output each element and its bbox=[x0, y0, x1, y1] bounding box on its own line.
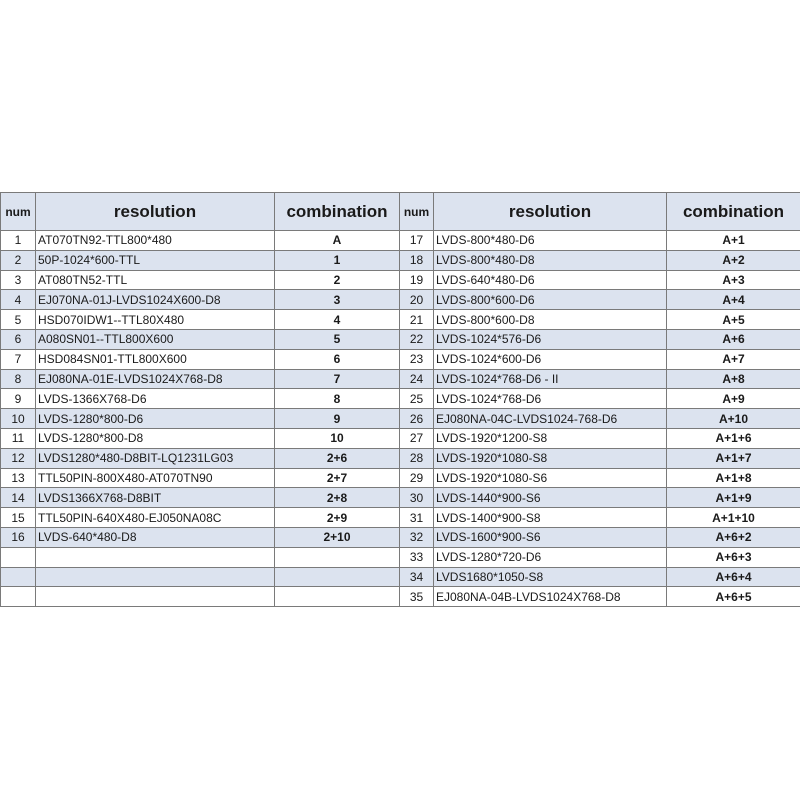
right-num-cell: 27 bbox=[400, 429, 434, 449]
resolution-table bbox=[0, 192, 800, 607]
right-num-cell: 20 bbox=[400, 290, 434, 310]
left-resolution-cell: LVDS-1280*800-D8 bbox=[36, 429, 275, 449]
left-num-cell: 10 bbox=[1, 409, 36, 429]
left-combination-cell: 4 bbox=[275, 310, 400, 330]
left-combination-cell bbox=[275, 548, 400, 568]
right-combination-cell: A+6 bbox=[667, 330, 800, 350]
right-num-cell: 35 bbox=[400, 587, 434, 607]
right-num-cell: 25 bbox=[400, 389, 434, 409]
left-combination-cell: 6 bbox=[275, 350, 400, 370]
right-num-cell: 29 bbox=[400, 469, 434, 489]
right-combination-cell: A+6+4 bbox=[667, 568, 800, 588]
right-combination-cell: A+3 bbox=[667, 271, 800, 291]
right-resolution-cell: LVDS-1024*600-D6 bbox=[434, 350, 667, 370]
right-combination-cell: A+4 bbox=[667, 290, 800, 310]
right-combination-cell: A+1+7 bbox=[667, 449, 800, 469]
right-num-cell: 31 bbox=[400, 508, 434, 528]
left-resolution-cell bbox=[36, 568, 275, 588]
left-combination-cell bbox=[275, 568, 400, 588]
right-resolution-cell: LVDS-1024*768-D6 bbox=[434, 389, 667, 409]
left-combination-cell: 3 bbox=[275, 290, 400, 310]
left-combination-cell: 7 bbox=[275, 370, 400, 390]
right-resolution-cell: LVDS-1440*900-S6 bbox=[434, 488, 667, 508]
left-combination-cell: 10 bbox=[275, 429, 400, 449]
right-resolution-cell: LVDS-1024*576-D6 bbox=[434, 330, 667, 350]
header-combination-right: combination bbox=[667, 193, 800, 231]
right-resolution-cell: LVDS-1600*900-S6 bbox=[434, 528, 667, 548]
left-resolution-cell: AT070TN92-TTL800*480 bbox=[36, 231, 275, 251]
right-combination-cell: A+1+8 bbox=[667, 469, 800, 489]
right-combination-cell: A+6+2 bbox=[667, 528, 800, 548]
right-num-cell: 22 bbox=[400, 330, 434, 350]
right-combination-cell: A+5 bbox=[667, 310, 800, 330]
right-resolution-cell: LVDS-640*480-D6 bbox=[434, 271, 667, 291]
right-resolution-cell: LVDS-1920*1080-S8 bbox=[434, 449, 667, 469]
right-combination-cell: A+8 bbox=[667, 370, 800, 390]
right-resolution-cell: LVDS-800*480-D6 bbox=[434, 231, 667, 251]
right-combination-cell: A+9 bbox=[667, 389, 800, 409]
left-num-cell bbox=[1, 548, 36, 568]
right-resolution-cell: LVDS-1400*900-S8 bbox=[434, 508, 667, 528]
left-combination-cell: 5 bbox=[275, 330, 400, 350]
left-resolution-cell: 50P-1024*600-TTL bbox=[36, 251, 275, 271]
left-num-cell: 6 bbox=[1, 330, 36, 350]
left-num-cell: 9 bbox=[1, 389, 36, 409]
left-num-cell: 4 bbox=[1, 290, 36, 310]
left-combination-cell: 2+7 bbox=[275, 469, 400, 489]
left-num-cell: 1 bbox=[1, 231, 36, 251]
right-num-cell: 23 bbox=[400, 350, 434, 370]
right-combination-cell: A+6+3 bbox=[667, 548, 800, 568]
right-resolution-cell: LVDS-1024*768-D6 - II bbox=[434, 370, 667, 390]
left-combination-cell: A bbox=[275, 231, 400, 251]
left-resolution-cell bbox=[36, 587, 275, 607]
right-resolution-cell: EJ080NA-04C-LVDS1024-768-D6 bbox=[434, 409, 667, 429]
left-resolution-cell: EJ080NA-01E-LVDS1024X768-D8 bbox=[36, 370, 275, 390]
left-num-cell: 13 bbox=[1, 469, 36, 489]
right-resolution-cell: LVDS-800*480-D8 bbox=[434, 251, 667, 271]
right-num-cell: 21 bbox=[400, 310, 434, 330]
right-num-cell: 19 bbox=[400, 271, 434, 291]
left-resolution-cell: LVDS-1366X768-D6 bbox=[36, 389, 275, 409]
right-combination-cell: A+2 bbox=[667, 251, 800, 271]
right-resolution-cell: LVDS-800*600-D6 bbox=[434, 290, 667, 310]
left-resolution-cell: LVDS1280*480-D8BIT-LQ1231LG03 bbox=[36, 449, 275, 469]
left-combination-cell bbox=[275, 587, 400, 607]
right-num-cell: 26 bbox=[400, 409, 434, 429]
left-num-cell: 12 bbox=[1, 449, 36, 469]
left-num-cell: 14 bbox=[1, 488, 36, 508]
left-num-cell: 3 bbox=[1, 271, 36, 291]
header-combination-left: combination bbox=[275, 193, 400, 231]
left-combination-cell: 2 bbox=[275, 271, 400, 291]
right-combination-cell: A+10 bbox=[667, 409, 800, 429]
left-resolution-cell: AT080TN52-TTL bbox=[36, 271, 275, 291]
right-resolution-cell: LVDS1680*1050-S8 bbox=[434, 568, 667, 588]
left-combination-cell: 9 bbox=[275, 409, 400, 429]
left-num-cell: 15 bbox=[1, 508, 36, 528]
left-resolution-cell: HSD070IDW1--TTL80X480 bbox=[36, 310, 275, 330]
right-combination-cell: A+6+5 bbox=[667, 587, 800, 607]
left-resolution-cell bbox=[36, 548, 275, 568]
left-resolution-cell: EJ070NA-01J-LVDS1024X600-D8 bbox=[36, 290, 275, 310]
header-resolution-left: resolution bbox=[36, 193, 275, 231]
left-resolution-cell: HSD084SN01-TTL800X600 bbox=[36, 350, 275, 370]
right-combination-cell: A+1+6 bbox=[667, 429, 800, 449]
right-combination-cell: A+1 bbox=[667, 231, 800, 251]
left-resolution-cell: TTL50PIN-800X480-AT070TN90 bbox=[36, 469, 275, 489]
right-num-cell: 32 bbox=[400, 528, 434, 548]
right-combination-cell: A+1+10 bbox=[667, 508, 800, 528]
right-resolution-cell: EJ080NA-04B-LVDS1024X768-D8 bbox=[434, 587, 667, 607]
left-resolution-cell: A080SN01--TTL800X600 bbox=[36, 330, 275, 350]
right-resolution-cell: LVDS-1920*1200-S8 bbox=[434, 429, 667, 449]
left-combination-cell: 2+6 bbox=[275, 449, 400, 469]
left-combination-cell: 1 bbox=[275, 251, 400, 271]
right-num-cell: 28 bbox=[400, 449, 434, 469]
header-num-left: num bbox=[1, 193, 36, 231]
header-num-right: num bbox=[400, 193, 434, 231]
right-combination-cell: A+7 bbox=[667, 350, 800, 370]
left-num-cell: 8 bbox=[1, 370, 36, 390]
left-num-cell: 7 bbox=[1, 350, 36, 370]
left-resolution-cell: TTL50PIN-640X480-EJ050NA08C bbox=[36, 508, 275, 528]
left-combination-cell: 2+8 bbox=[275, 488, 400, 508]
right-resolution-cell: LVDS-1920*1080-S6 bbox=[434, 469, 667, 489]
right-resolution-cell: LVDS-800*600-D8 bbox=[434, 310, 667, 330]
left-num-cell bbox=[1, 568, 36, 588]
left-combination-cell: 8 bbox=[275, 389, 400, 409]
left-num-cell: 11 bbox=[1, 429, 36, 449]
left-combination-cell: 2+9 bbox=[275, 508, 400, 528]
left-resolution-cell: LVDS-1280*800-D6 bbox=[36, 409, 275, 429]
right-num-cell: 33 bbox=[400, 548, 434, 568]
left-num-cell: 2 bbox=[1, 251, 36, 271]
right-num-cell: 30 bbox=[400, 488, 434, 508]
header-resolution-right: resolution bbox=[434, 193, 667, 231]
left-resolution-cell: LVDS1366X768-D8BIT bbox=[36, 488, 275, 508]
right-num-cell: 17 bbox=[400, 231, 434, 251]
left-num-cell bbox=[1, 587, 36, 607]
left-num-cell: 5 bbox=[1, 310, 36, 330]
right-num-cell: 18 bbox=[400, 251, 434, 271]
right-combination-cell: A+1+9 bbox=[667, 488, 800, 508]
left-combination-cell: 2+10 bbox=[275, 528, 400, 548]
left-num-cell: 16 bbox=[1, 528, 36, 548]
left-resolution-cell: LVDS-640*480-D8 bbox=[36, 528, 275, 548]
right-num-cell: 24 bbox=[400, 370, 434, 390]
right-num-cell: 34 bbox=[400, 568, 434, 588]
right-resolution-cell: LVDS-1280*720-D6 bbox=[434, 548, 667, 568]
